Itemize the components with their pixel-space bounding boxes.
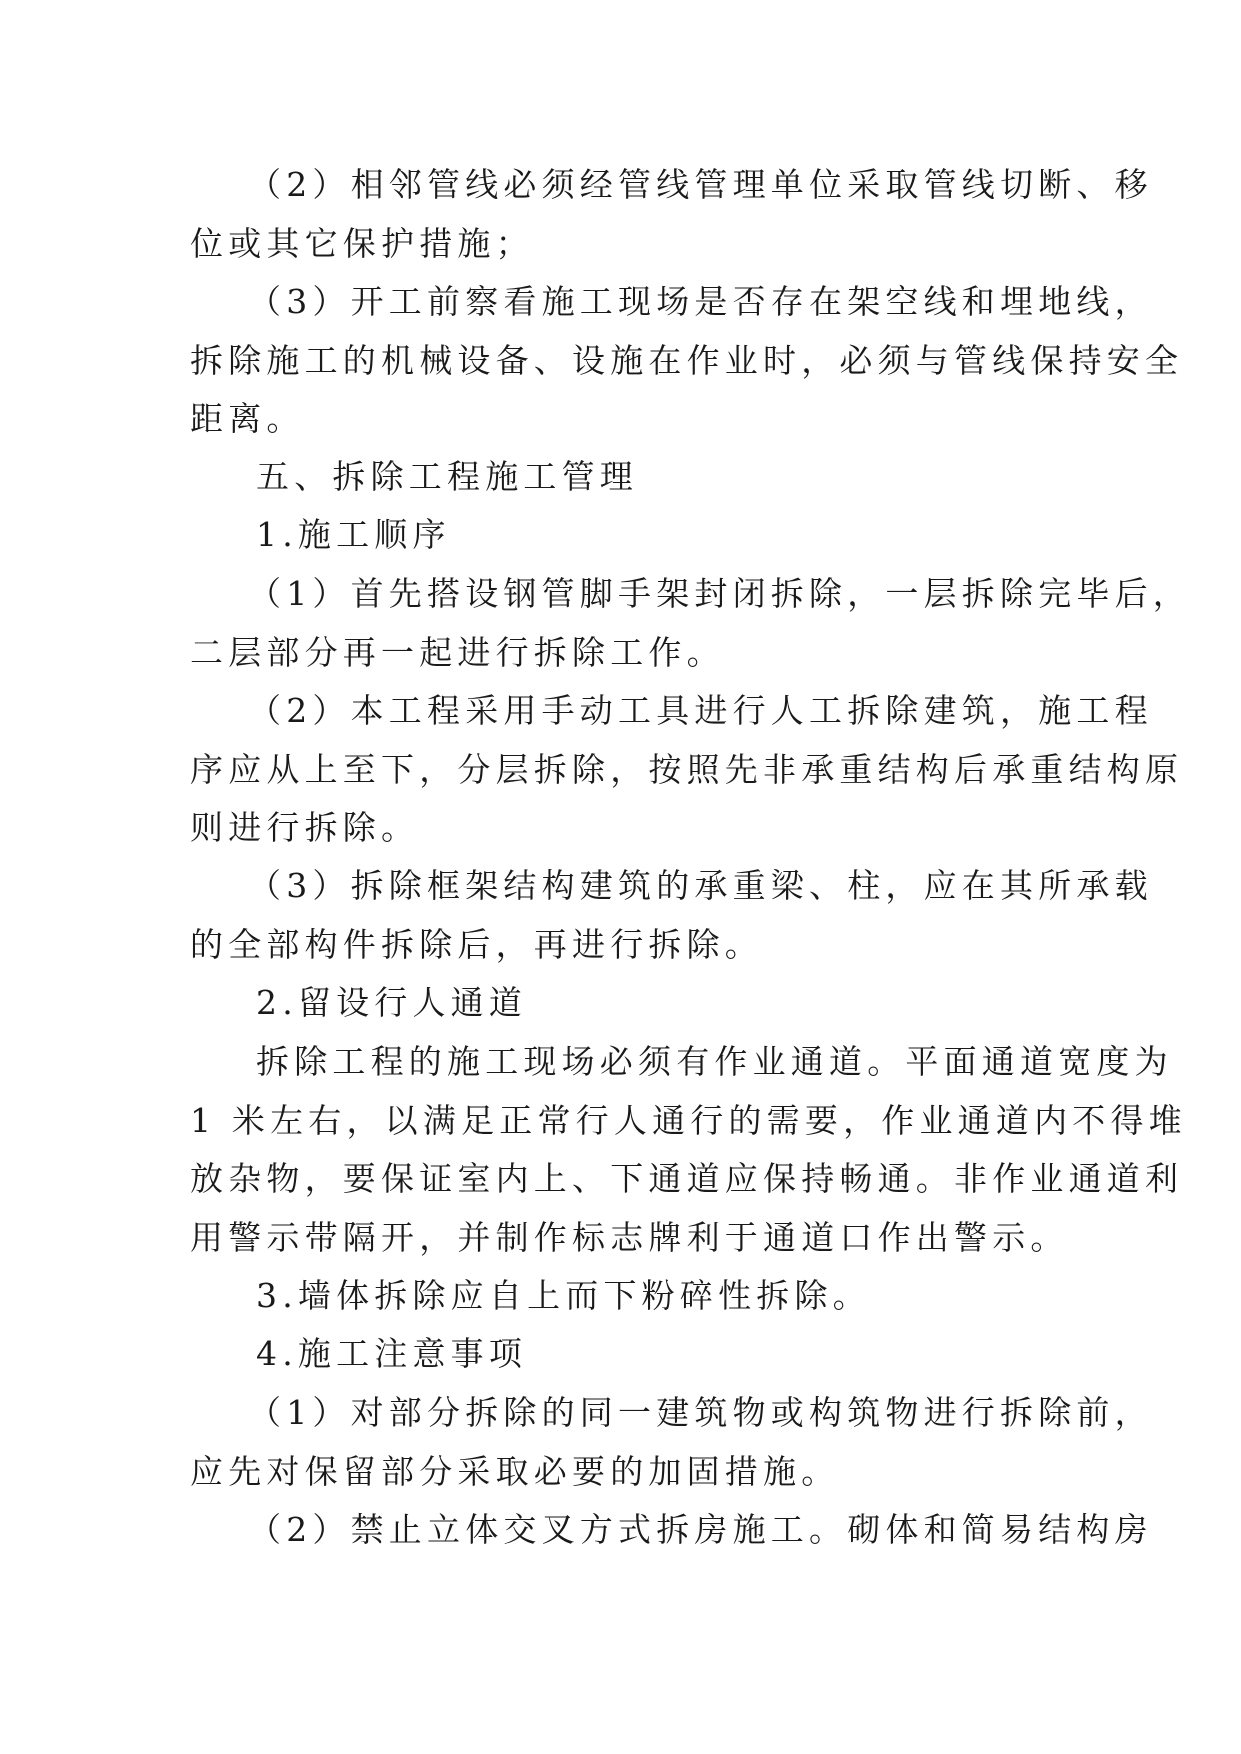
paragraph-work-passage xyxy=(190,1033,1187,1267)
paragraph-no-cross-demolition xyxy=(190,1501,1153,1560)
text-line: （1）对部分拆除的同一建筑物或构筑物进行拆除前， xyxy=(248,1393,1153,1432)
text-line: 二层部分再一起进行拆除工作。 xyxy=(190,632,725,672)
text-line: 五、拆除工程施工管理 xyxy=(256,457,638,496)
text-line: （2）本工程采用手动工具进行人工拆除建筑，施工程 xyxy=(248,691,1153,730)
text-line: 的全部构件拆除后，再进行拆除。 xyxy=(190,924,763,964)
text-line: 1 米左右，以满足正常行人通行的需要，作业通道内不得堆 xyxy=(190,1100,1187,1140)
text-line: （2）相邻管线必须经管线管理单位采取管线切断、移 xyxy=(248,165,1153,204)
text-line: 拆除工程的施工现场必须有作业通道。平面通道宽度为 xyxy=(256,1042,1173,1081)
text-line: 4.施工注意事项 xyxy=(256,1334,528,1373)
text-line: 放杂物，要保证室内上、下通道应保持畅通。非作业通道利 xyxy=(190,1159,1184,1198)
paragraph-manual-demolition xyxy=(190,682,1184,858)
subheading-construction-order xyxy=(190,506,1050,565)
paragraph-reinforcement xyxy=(190,1384,1153,1501)
text-line: 应先对保留部分采取必要的加固措施。 xyxy=(190,1451,840,1491)
text-line: 距离。 xyxy=(190,399,305,438)
subheading-precautions xyxy=(190,1325,1050,1384)
text-line: （2）禁止立体交叉方式拆房施工。砌体和简易结构房 xyxy=(248,1510,1153,1549)
text-line: 3.墙体拆除应自上而下粉碎性拆除。 xyxy=(256,1276,871,1315)
paragraph-scaffolding xyxy=(190,565,1191,682)
paragraph-frame-structure xyxy=(190,857,1153,974)
text-line: 拆除施工的机械设备、设施在作业时，必须与管线保持安全 xyxy=(190,340,1184,380)
text-line: 则进行拆除。 xyxy=(190,808,420,847)
text-line: （3）拆除框架结构建筑的承重梁、柱，应在其所承载 xyxy=(248,866,1153,905)
subheading-pedestrian-passage xyxy=(190,974,1050,1033)
subheading-wall-demolition xyxy=(190,1267,1050,1326)
text-line: 位或其它保护措施； xyxy=(190,223,534,263)
text-line: 1.施工顺序 xyxy=(256,515,451,554)
text-line: 2.留设行人通道 xyxy=(256,983,528,1022)
text-line: （3）开工前察看施工现场是否存在架空线和埋地线， xyxy=(248,282,1153,321)
text-line: 序应从上至下，分层拆除，按照先非承重结构后承重结构原 xyxy=(190,749,1184,789)
section-heading-five xyxy=(190,448,1050,507)
paragraph-site-inspection xyxy=(190,273,1184,449)
paragraph-pipeline-relocation xyxy=(190,156,1153,273)
text-line: 用警示带隔开，并制作标志牌利于通道口作出警示。 xyxy=(190,1217,1069,1257)
text-line: （1）首先搭设钢管脚手架封闭拆除，一层拆除完毕后， xyxy=(248,574,1191,613)
